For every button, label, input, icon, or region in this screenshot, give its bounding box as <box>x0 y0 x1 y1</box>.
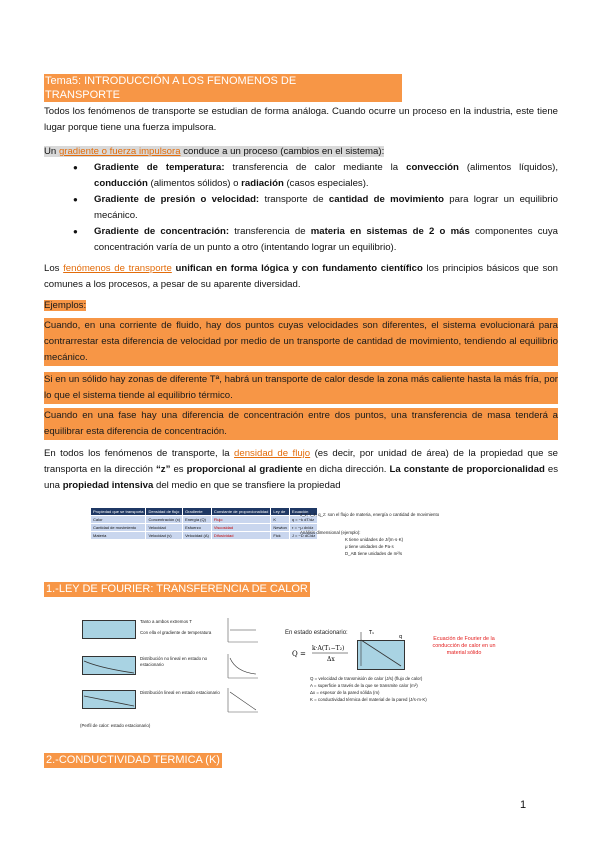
label-linear: Distribución lineal en estado estacionario <box>140 690 220 695</box>
table-header: Ley de <box>271 508 290 516</box>
example-3: Cuando en una fase hay una diferencia de concentración entre dos puntos, una transferencia de masa tenderá a equilibrar esta diferencia de concentración. <box>44 408 558 440</box>
wall-temperature-profile <box>357 626 417 678</box>
fourier-profile-diagram <box>60 612 270 724</box>
densidad-flujo-link[interactable]: densidad de flujo <box>234 448 311 459</box>
fourier-equation <box>290 640 350 670</box>
page-number: 1 <box>520 799 527 811</box>
dimensional-analysis-heading: Análisis dimensional (ejemplo): <box>300 530 361 535</box>
table-header: Densidad de flujo <box>146 508 183 516</box>
table-header: Propiedad que se transporta <box>91 508 146 516</box>
fourier-equation-title: Ecuación de Fourier de la conducción de calor en un material sólido <box>432 636 496 656</box>
legend-dx: Δx = espesor de la pared sólida (m) <box>310 690 380 695</box>
list-item: ● Gradiente de presión o velocidad: transporte de cantidad de movimiento para lograr un equilibrio mecánico. <box>60 192 558 224</box>
example-2: Si en un sólido hay zonas de diferente Tª, habrá un transporte de calor desde la zona más caliente hasta la más fría, por lo que el sistema tiende al equilibrio térmico. <box>44 372 558 404</box>
table-row: Materia Velocidad (v) Velocidad (A) Difusividad Fick J = −D dC/dz <box>91 532 318 540</box>
table-row: Calor Concentración (x) Energía (Q) Flujo K q = −k dT/dz <box>91 516 318 524</box>
table-header: Constante de proporcionalidad <box>211 508 270 516</box>
svg-text:T₁: T₁ <box>369 630 375 636</box>
legend-k: K = conductividad térmica del material de la pared (J/s·m·K) <box>310 697 427 702</box>
table-header: Gradiente <box>183 508 212 516</box>
svg-text:q: q <box>399 634 403 640</box>
flujo-paragraph: En todos los fenómenos de transporte, la densidad de flujo (es decir, por unidad de área) de la propiedad que se transporta en la dirección “z” es proporcional al gradiente en dicha dirección. La constante de proporcionalidad es una propiedad intensiva del medio en que se transfiere la propiedad <box>44 448 559 491</box>
dimension-d: D_AB tiene unidades de m²/s <box>345 551 403 556</box>
section-1-heading: 1.-LEY DE FOURIER: TRANSFERENCIA DE CALOR <box>46 583 308 595</box>
gradient-link[interactable]: gradiente o fuerza impulsora <box>58 146 181 157</box>
title-line-2: TRANSPORTE <box>44 88 402 102</box>
list-item: ● Gradiente de temperatura: transferencia de calor mediante la convección (alimentos líquidos), conducción (alimentos sólidos) o radiación (casos especiales). <box>60 160 558 192</box>
label-gradient: Con ella el gradiente de temperatura <box>140 630 212 635</box>
fenomenos-paragraph: Los fenómenos de transporte unifican en forma lógica y con fundamento científico los principios básicos que son comunes a los procesos, a pesar de su aparente diversidad. <box>44 263 559 290</box>
dimension-mu: μ tiene unidades de Pa·s <box>345 544 394 549</box>
example-1: Cuando, en una corriente de fluido, hay dos puntos cuyas velocidades son diferentes, el sistema evolucionará para contrarrestar esta diferencia de velocidad por medio de un transporte de cantidad de movimiento, tendiendo al equilibrio mecánico. <box>44 318 558 366</box>
transport-table <box>90 507 318 540</box>
table-header: Ecuación <box>289 508 317 516</box>
label-extremes: Tanto a ambos extremos T <box>140 619 192 624</box>
section-2-heading: 2.-CONDUCTIVIDAD TERMICA (K) <box>46 754 220 766</box>
fourier-caption: (Perfil de calor: estado estacionario) <box>80 723 151 728</box>
legend-a: A = superficie a través de la que se transmite calor (m²) <box>310 683 418 688</box>
svg-text:Δx: Δx <box>327 656 335 663</box>
dimension-k: K tiene unidades de J/(m·s·K) <box>345 537 404 542</box>
fenomenos-link[interactable]: fenómenos de transporte <box>63 263 172 274</box>
ejemplos-heading: Ejemplos: <box>44 300 87 311</box>
intro-paragraph: Todos los fenómenos de transporte se estudian de forma análoga. Cuando ocurre un proceso en la industria, este tiene lugar porque tiene una fuerza impulsora. <box>44 106 558 133</box>
title-line-1: Tema5: INTRODUCCIÓN A LOS FENOMENOS DE <box>44 74 402 88</box>
list-item: ● Gradiente de concentración: transferencia de materia en sistemas de 2 o más componentes cuya concentración varía de un punto a otro (intentando lograr un equilibrio). <box>60 224 558 256</box>
legend-q: Q = velocidad de transmisión de calor (J/s) (flujo de calor) <box>310 676 423 681</box>
table-header-row <box>91 508 318 516</box>
steady-state-label: En estado estacionario: <box>285 630 348 636</box>
label-nonlinear: Distribución no lineal en estado no estacionario <box>140 656 208 667</box>
gradient-paragraph: Un gradiente o fuerza impulsora conduce a un proceso (cambios en el sistema): <box>44 146 385 157</box>
flux-definition: J_z, τ_z, q_z: son el flujo de materia, energía o cantidad de movimiento <box>300 512 440 517</box>
svg-text:Q =: Q = <box>292 650 306 658</box>
table-row: Cantidad de movimiento Velocidad Esfuerzo Viscosidad Newton τ = −μ dv/dz <box>91 524 318 532</box>
gradient-list <box>60 160 558 256</box>
svg-text:k·A(T₁−T₂): k·A(T₁−T₂) <box>312 645 345 652</box>
